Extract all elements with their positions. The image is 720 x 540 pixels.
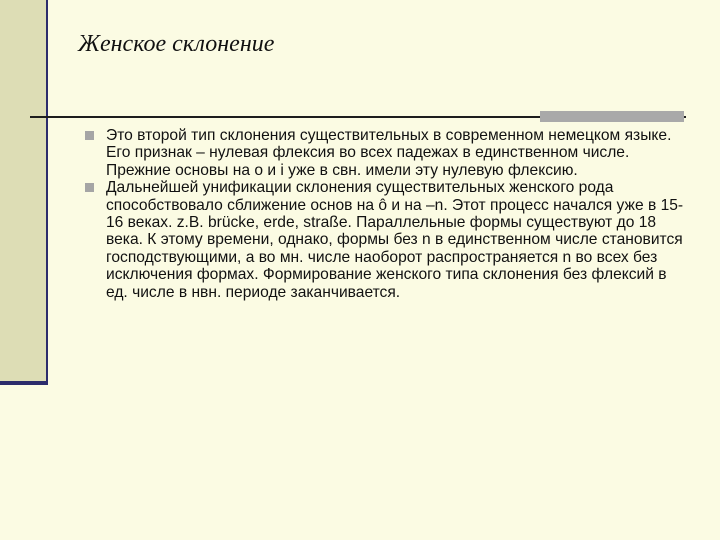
bullet-item (84, 127, 690, 179)
bullet-text: Это второй тип склонения существительных в современном немецком языке. Его признак – нулевая флексия во всех падежах в единственном числе. Прежние основы на о и i уже в свн. имели эту нулевую флексию. (106, 127, 672, 179)
square-bullet-icon (85, 131, 94, 140)
left-decorative-band (0, 0, 47, 383)
divider-accent-block (540, 111, 684, 122)
slide-body (84, 127, 690, 301)
bullet-item (84, 179, 690, 301)
slide-title: Женское склонение (78, 31, 275, 57)
square-bullet-icon (85, 183, 94, 192)
left-band-bottom-line (0, 381, 48, 385)
left-band-edge-line (46, 0, 48, 385)
bullet-text: Дальнейшей унификации склонения существительных женского рода способствовало сближение основ на ô и на –n. Этот процесс начался уже в 15-16 веках. z.B. brücke, erde, straße. Параллельные формы существуют до 18 века. К этому времени, однако, формы без n в единственном числе становится господствующими, а во мн. числе наоборот распространяется n во всех без исключения формах. Формирование женского типа склонения без флексий в ед. числе в нвн. периоде заканчивается. (106, 179, 684, 301)
